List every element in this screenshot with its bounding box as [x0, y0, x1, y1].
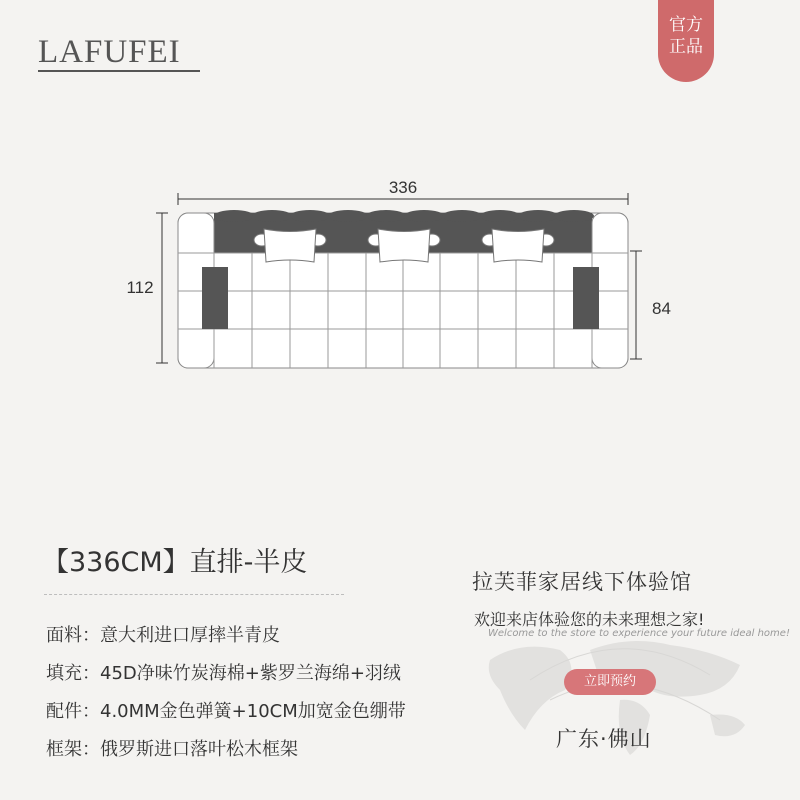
- showroom-location: 广东·佛山: [556, 727, 652, 751]
- spec-filling: [46, 659, 401, 685]
- spec-frame: [46, 735, 298, 761]
- spec-accessories: [46, 697, 406, 723]
- spec-key: 面料：: [46, 625, 100, 646]
- showroom-title: 拉芙菲家居线下体验馆: [472, 570, 692, 594]
- left-side-panel: [202, 267, 228, 329]
- title-divider: [44, 594, 344, 595]
- showroom-subtitle: 欢迎来店体验您的未来理想之家!: [474, 610, 705, 629]
- spec-value: 俄罗斯进口落叶松木框架: [100, 739, 298, 760]
- book-now-button[interactable]: 立即预约: [564, 669, 656, 695]
- depth-label: 112: [126, 278, 154, 297]
- spec-value: 45D净味竹炭海棉+紫罗兰海绵+羽绒: [100, 663, 401, 684]
- spec-key: 框架：: [46, 739, 100, 760]
- showroom-subtitle-en: Welcome to the store to experience your future ideal home!: [488, 628, 790, 639]
- right-side-panel: [573, 267, 599, 329]
- seat-depth-label: 84: [652, 299, 671, 318]
- spec-value: 4.0MM金色弹簧+10CM加宽金色绷带: [100, 701, 406, 722]
- spec-key: 填充：: [46, 663, 100, 684]
- spec-fabric: [46, 621, 280, 647]
- badge-line-2: 正品: [669, 37, 703, 57]
- spec-value: 意大利进口厚摔半青皮: [100, 625, 280, 646]
- badge-line-1: 官方: [669, 15, 703, 35]
- product-title: 【336CM】直排-半皮: [42, 547, 308, 578]
- spec-key: 配件：: [46, 701, 100, 722]
- brand-logo: LAFUFEI: [38, 34, 181, 70]
- width-label: 336: [388, 178, 418, 197]
